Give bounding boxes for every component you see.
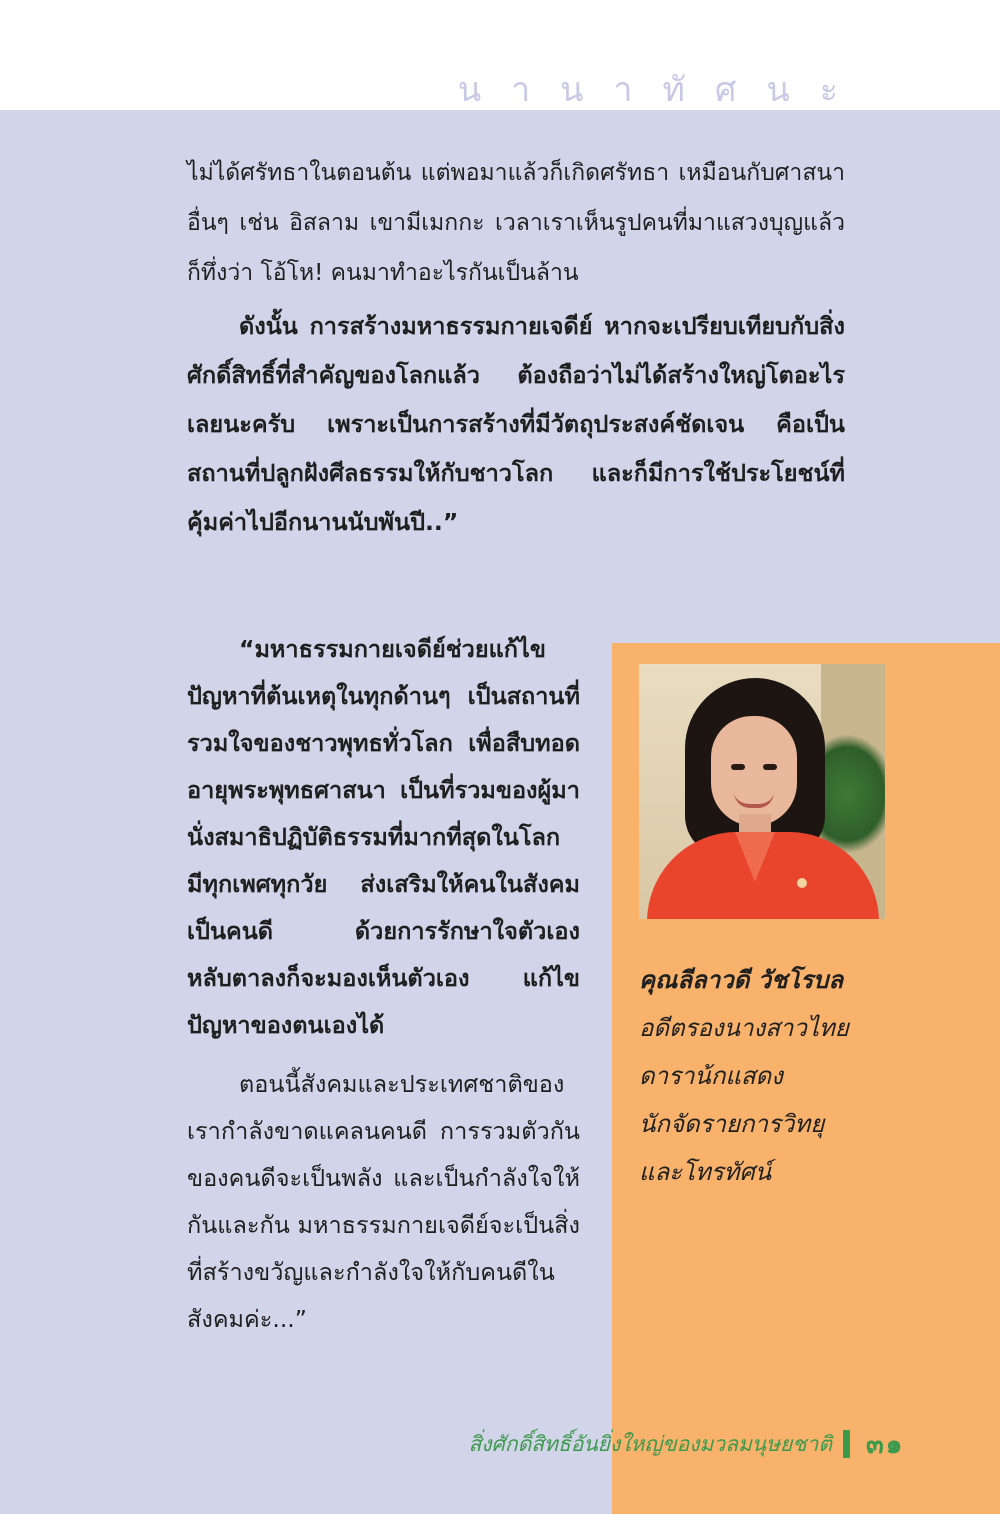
quote-block (187, 626, 580, 1343)
quote-paragraph-bold: “มหาธรรมกายเจดีย์ช่วยแก้ไขปัญหาที่ต้นเหตุในทุกด้านๆ เป็นสถานที่รวมใจของชาวพุทธทั่วโลก เพื่อสืบทอดอายุพระพุทธศาสนา เป็นที่รวมของผู้มานั่งสมาธิปฏิบัติธรรมที่มากที่สุดในโลก มีทุกเพศทุกวัย ส่งเสริมให้คนในสังคมเป็นคนดี ด้วยการรักษาใจตัวเอง หลับตาลงก็จะมองเห็นตัวเอง แก้ไขปัญหาของตนเองได้ (187, 635, 580, 1039)
section-title: นานาทัศนะ (457, 70, 868, 110)
footer-divider (843, 1430, 850, 1458)
person-name: คุณลีลาวดี วัชโรบล (639, 966, 844, 994)
paragraph-conclusion: ดังนั้น การสร้างมหาธรรมกายเจดีย์ หากจะเปรียบเทียบกับสิ่งศักดิ์สิทธิ์ที่สำคัญของโลกแล้ว ต้องถือว่าไม่ได้สร้างใหญ่โตอะไรเลยนะครับ เพราะเป็นการสร้างที่มีวัตถุประสงค์ชัดเจน คือเป็นสถานที่ปลูกฝังศีลธรรมให้กับชาวโลก และก็มีการใช้ประโยชน์ที่คุ้มค่าไปอีกนานนับพันปี..” (187, 312, 845, 536)
photo-caption (639, 956, 979, 1196)
book-title: สิ่งศักดิ์สิทธิ์อันยิ่งใหญ่ของมวลมนุษยชาติ (468, 1432, 832, 1456)
paragraph-intro: ไม่ได้ศรัทธาในตอนต้น แต่พอมาแล้วก็เกิดศรัทธา เหมือนกับศาสนาอื่นๆ เช่น อิสลาม เขามีเมกกะ เวลาเราเห็นรูปคนที่มาแสวงบุญแล้วก็ทึ่งว่า โอ้โห! คนมาทำอะไรกันเป็นล้าน (187, 160, 845, 286)
caption-line: อดีตรองนางสาวไทย (639, 1014, 849, 1042)
caption-line: และโทรทัศน์ (639, 1158, 772, 1186)
caption-line: ดาราน้กแสดง (639, 1062, 783, 1090)
page-number: ๓๑ (866, 1430, 905, 1460)
page-footer (0, 1420, 1000, 1466)
caption-line: นักจัดรายการวิทยุ (639, 1110, 825, 1138)
portrait-photo (639, 664, 885, 919)
top-text-block (187, 148, 845, 547)
quote-paragraph: ตอนนี้สังคมและประเทศชาติของเรากำลังขาดแคลนคนดี การรวมตัวกันของคนดีจะเป็นพลัง และเป็นกำลังใจให้กันและกัน มหาธรรมกายเจดีย์จะเป็นสิ่งที่สร้างขวัญและกำลังใจให้กับคนดีในสังคมค่ะ...” (187, 1070, 580, 1333)
